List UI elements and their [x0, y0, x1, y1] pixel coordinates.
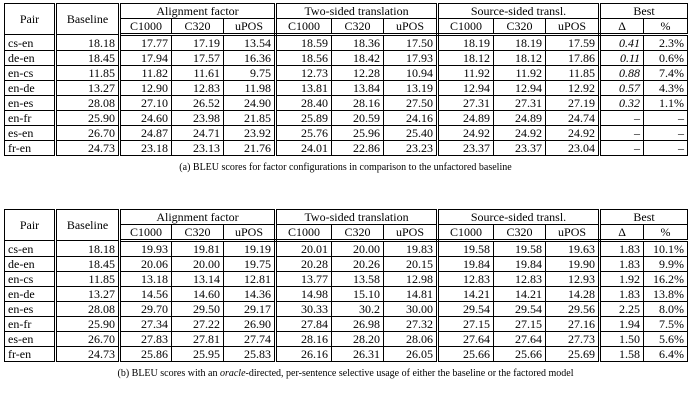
baseline-cell: 28.08 — [56, 96, 120, 111]
score-cell: 9.75 — [224, 66, 276, 81]
score-cell: 22.86 — [332, 141, 384, 156]
subheader-2: uPOS — [224, 19, 276, 35]
subheader-8: uPOS — [546, 19, 600, 35]
pair-cell: en-es — [5, 302, 56, 317]
two-sided-translation-header: Two-sided translation — [276, 4, 438, 19]
subheader-3: C1000 — [276, 225, 332, 241]
score-cell: 27.15 — [494, 317, 546, 332]
score-cell: 21.76 — [224, 141, 276, 156]
score-cell: 28.16 — [276, 332, 332, 347]
best-cell: 5.6% — [644, 332, 688, 347]
score-cell: 25.69 — [546, 347, 600, 362]
score-cell: 18.12 — [494, 51, 546, 66]
score-cell: 24.92 — [546, 126, 600, 141]
baseline-header: Baseline — [56, 4, 120, 35]
subheader-3: C1000 — [276, 19, 332, 35]
subheader-10: % — [644, 225, 688, 241]
score-cell: 23.23 — [384, 141, 438, 156]
pair-header: Pair — [5, 210, 56, 241]
pair-cell: es-en — [5, 332, 56, 347]
score-cell: 17.59 — [546, 35, 600, 51]
best-header: Best — [600, 210, 688, 225]
baseline-cell: 18.45 — [56, 257, 120, 272]
baseline-cell: 25.90 — [56, 111, 120, 126]
score-cell: 19.63 — [546, 241, 600, 257]
score-cell: 17.77 — [120, 35, 172, 51]
best-cell: 13.8% — [644, 287, 688, 302]
score-cell: 12.28 — [332, 66, 384, 81]
score-cell: 24.71 — [172, 126, 224, 141]
best-cell: – — [644, 126, 688, 141]
score-cell: 18.12 — [438, 51, 494, 66]
score-cell: 15.10 — [332, 287, 384, 302]
score-cell: 11.82 — [120, 66, 172, 81]
table-row — [5, 332, 688, 347]
subheader-0: C1000 — [120, 225, 172, 241]
score-cell: 13.58 — [332, 272, 384, 287]
score-cell: 25.66 — [494, 347, 546, 362]
score-cell: 29.17 — [224, 302, 276, 317]
baseline-cell: 13.27 — [56, 287, 120, 302]
pair-cell: cs-en — [5, 35, 56, 51]
score-cell: 18.19 — [494, 35, 546, 51]
score-cell: 26.90 — [224, 317, 276, 332]
score-cell: 13.84 — [332, 81, 384, 96]
score-cell: 12.81 — [224, 272, 276, 287]
best-cell: 1.94 — [600, 317, 644, 332]
score-cell: 24.16 — [384, 111, 438, 126]
best-cell: 2.25 — [600, 302, 644, 317]
score-cell: 11.98 — [224, 81, 276, 96]
baseline-cell: 28.08 — [56, 302, 120, 317]
score-cell: 27.64 — [438, 332, 494, 347]
baseline-header: Baseline — [56, 210, 120, 241]
table-row — [5, 272, 688, 287]
best-cell: 0.57 — [600, 81, 644, 96]
score-cell: 24.92 — [494, 126, 546, 141]
score-cell: 19.81 — [172, 241, 224, 257]
score-cell: 20.01 — [276, 241, 332, 257]
score-cell: 18.19 — [438, 35, 494, 51]
score-cell: 27.74 — [224, 332, 276, 347]
score-cell: 24.74 — [546, 111, 600, 126]
score-cell: 23.92 — [224, 126, 276, 141]
baseline-cell: 25.90 — [56, 317, 120, 332]
baseline-cell: 11.85 — [56, 66, 120, 81]
score-cell: 29.56 — [546, 302, 600, 317]
score-cell: 11.92 — [494, 66, 546, 81]
subheader-10: % — [644, 19, 688, 35]
score-cell: 19.83 — [384, 241, 438, 257]
score-cell: 20.28 — [276, 257, 332, 272]
score-cell: 24.92 — [438, 126, 494, 141]
table-row — [5, 241, 688, 257]
subheader-1: C320 — [172, 225, 224, 241]
table-row — [5, 302, 688, 317]
score-cell: 21.85 — [224, 111, 276, 126]
pair-cell: en-fr — [5, 111, 56, 126]
pair-cell: en-fr — [5, 317, 56, 332]
baseline-cell: 13.27 — [56, 81, 120, 96]
best-cell: – — [644, 141, 688, 156]
source-sided-translation-header: Source-sided transl. — [438, 210, 600, 225]
table-row — [5, 66, 688, 81]
caption-b-suffix: -directed, per-sentence selective usage of either the baseline or the factored model — [245, 368, 574, 379]
score-cell: 23.13 — [172, 141, 224, 156]
score-cell: 13.14 — [172, 272, 224, 287]
score-cell: 27.32 — [384, 317, 438, 332]
score-cell: 29.50 — [172, 302, 224, 317]
score-cell: 27.73 — [546, 332, 600, 347]
table-a-caption: (a) BLEU scores for factor configurations in comparison to the unfactored baseline — [179, 162, 512, 173]
score-cell: 12.83 — [438, 272, 494, 287]
best-cell: 1.83 — [600, 257, 644, 272]
score-cell: 26.31 — [332, 347, 384, 362]
pair-cell: fr-en — [5, 347, 56, 362]
score-cell: 14.21 — [494, 287, 546, 302]
score-cell: 19.90 — [546, 257, 600, 272]
baseline-cell: 18.45 — [56, 51, 120, 66]
score-cell: 25.76 — [276, 126, 332, 141]
best-cell: 16.2% — [644, 272, 688, 287]
subheader-4: C320 — [332, 19, 384, 35]
best-cell: 1.58 — [600, 347, 644, 362]
score-cell: 27.31 — [438, 96, 494, 111]
pair-cell: en-cs — [5, 272, 56, 287]
score-cell: 11.85 — [546, 66, 600, 81]
score-cell: 30.00 — [384, 302, 438, 317]
score-cell: 12.93 — [546, 272, 600, 287]
baseline-cell: 26.70 — [56, 126, 120, 141]
score-cell: 27.81 — [172, 332, 224, 347]
two-sided-translation-header: Two-sided translation — [276, 210, 438, 225]
table-b-caption — [4, 368, 687, 380]
score-cell: 30.2 — [332, 302, 384, 317]
score-cell: 13.18 — [120, 272, 172, 287]
best-cell: 7.5% — [644, 317, 688, 332]
subheader-7: C320 — [494, 19, 546, 35]
score-cell: 12.98 — [384, 272, 438, 287]
score-cell: 13.19 — [384, 81, 438, 96]
subheader-2: uPOS — [224, 225, 276, 241]
subheader-5: uPOS — [384, 225, 438, 241]
best-cell: 0.6% — [644, 51, 688, 66]
score-cell: 13.81 — [276, 81, 332, 96]
score-cell: 28.40 — [276, 96, 332, 111]
score-cell: 14.36 — [224, 287, 276, 302]
table-row — [5, 257, 688, 272]
best-cell: – — [600, 126, 644, 141]
score-cell: 24.87 — [120, 126, 172, 141]
score-cell: 14.81 — [384, 287, 438, 302]
best-cell: 6.4% — [644, 347, 688, 362]
subheader-4: C320 — [332, 225, 384, 241]
score-cell: 11.92 — [438, 66, 494, 81]
score-cell: 27.31 — [494, 96, 546, 111]
bleu-table-factor-configurations — [4, 3, 688, 156]
pair-cell: en-de — [5, 81, 56, 96]
pair-cell: en-es — [5, 96, 56, 111]
score-cell: 25.83 — [224, 347, 276, 362]
score-cell: 10.94 — [384, 66, 438, 81]
score-cell: 20.00 — [172, 257, 224, 272]
source-sided-translation-header: Source-sided transl. — [438, 4, 600, 19]
score-cell: 25.96 — [332, 126, 384, 141]
baseline-cell: 24.73 — [56, 141, 120, 156]
subheader-9: Δ — [600, 19, 644, 35]
best-cell: 0.41 — [600, 35, 644, 51]
table-row — [5, 96, 688, 111]
score-cell: 17.57 — [172, 51, 224, 66]
score-cell: 27.16 — [546, 317, 600, 332]
subheader-9: Δ — [600, 225, 644, 241]
score-cell: 18.42 — [332, 51, 384, 66]
score-cell: 18.56 — [276, 51, 332, 66]
score-cell: 24.01 — [276, 141, 332, 156]
best-cell: 1.1% — [644, 96, 688, 111]
score-cell: 16.36 — [224, 51, 276, 66]
score-cell: 12.92 — [546, 81, 600, 96]
best-cell: – — [600, 111, 644, 126]
score-cell: 27.22 — [172, 317, 224, 332]
score-cell: 12.90 — [120, 81, 172, 96]
subheader-1: C320 — [172, 19, 224, 35]
subheader-6: C1000 — [438, 225, 494, 241]
score-cell: 12.73 — [276, 66, 332, 81]
score-cell: 23.37 — [494, 141, 546, 156]
pair-cell: es-en — [5, 126, 56, 141]
alignment-factor-header: Alignment factor — [120, 210, 276, 225]
table-row — [5, 35, 688, 51]
baseline-cell: 18.18 — [56, 35, 120, 51]
baseline-cell: 11.85 — [56, 272, 120, 287]
pair-cell: en-cs — [5, 66, 56, 81]
best-cell: 0.32 — [600, 96, 644, 111]
best-cell: 1.50 — [600, 332, 644, 347]
score-cell: 18.59 — [276, 35, 332, 51]
score-cell: 28.16 — [332, 96, 384, 111]
pair-header: Pair — [5, 4, 56, 35]
alignment-factor-header: Alignment factor — [120, 4, 276, 19]
table-row — [5, 111, 688, 126]
score-cell: 12.83 — [172, 81, 224, 96]
best-cell: 1.83 — [600, 287, 644, 302]
score-cell: 14.21 — [438, 287, 494, 302]
pair-cell: de-en — [5, 257, 56, 272]
best-cell: 8.0% — [644, 302, 688, 317]
score-cell: 20.59 — [332, 111, 384, 126]
score-cell: 13.54 — [224, 35, 276, 51]
score-cell: 27.15 — [438, 317, 494, 332]
score-cell: 27.64 — [494, 332, 546, 347]
score-cell: 26.98 — [332, 317, 384, 332]
score-cell: 19.93 — [120, 241, 172, 257]
score-cell: 18.36 — [332, 35, 384, 51]
table-row — [5, 141, 688, 156]
table-a-block — [4, 3, 687, 174]
score-cell: 23.18 — [120, 141, 172, 156]
best-cell: 2.3% — [644, 35, 688, 51]
score-cell: 29.54 — [494, 302, 546, 317]
score-cell: 20.06 — [120, 257, 172, 272]
best-cell: 0.88 — [600, 66, 644, 81]
best-cell: 9.9% — [644, 257, 688, 272]
pair-cell: fr-en — [5, 141, 56, 156]
baseline-cell: 24.73 — [56, 347, 120, 362]
score-cell: 25.86 — [120, 347, 172, 362]
score-cell: 27.34 — [120, 317, 172, 332]
score-cell: 28.06 — [384, 332, 438, 347]
table-b-block — [4, 209, 687, 380]
caption-b-prefix: (b) BLEU scores with an — [117, 368, 220, 379]
score-cell: 25.66 — [438, 347, 494, 362]
table-row — [5, 347, 688, 362]
best-cell: – — [644, 111, 688, 126]
subheader-8: uPOS — [546, 225, 600, 241]
score-cell: 12.83 — [494, 272, 546, 287]
score-cell: 25.95 — [172, 347, 224, 362]
table-row — [5, 317, 688, 332]
score-cell: 26.16 — [276, 347, 332, 362]
score-cell: 23.98 — [172, 111, 224, 126]
score-cell: 14.60 — [172, 287, 224, 302]
score-cell: 20.15 — [384, 257, 438, 272]
subheader-7: C320 — [494, 225, 546, 241]
score-cell: 19.84 — [494, 257, 546, 272]
subheader-6: C1000 — [438, 19, 494, 35]
score-cell: 24.89 — [494, 111, 546, 126]
subheader-0: C1000 — [120, 19, 172, 35]
caption-b-oracle: oracle — [219, 368, 246, 379]
best-cell: 1.83 — [600, 241, 644, 257]
score-cell: 12.94 — [438, 81, 494, 96]
score-cell: 26.52 — [172, 96, 224, 111]
score-cell: 17.19 — [172, 35, 224, 51]
score-cell: 17.93 — [384, 51, 438, 66]
score-cell: 27.83 — [120, 332, 172, 347]
score-cell: 14.56 — [120, 287, 172, 302]
score-cell: 28.20 — [332, 332, 384, 347]
score-cell: 17.94 — [120, 51, 172, 66]
score-cell: 24.89 — [438, 111, 494, 126]
score-cell: 27.50 — [384, 96, 438, 111]
pair-cell: cs-en — [5, 241, 56, 257]
best-cell: 0.11 — [600, 51, 644, 66]
pair-cell: en-de — [5, 287, 56, 302]
score-cell: 11.61 — [172, 66, 224, 81]
score-cell: 25.40 — [384, 126, 438, 141]
score-cell: 17.50 — [384, 35, 438, 51]
score-cell: 13.77 — [276, 272, 332, 287]
score-cell: 23.37 — [438, 141, 494, 156]
baseline-cell: 18.18 — [56, 241, 120, 257]
table-row — [5, 51, 688, 66]
score-cell: 25.89 — [276, 111, 332, 126]
score-cell: 14.98 — [276, 287, 332, 302]
score-cell: 29.70 — [120, 302, 172, 317]
score-cell: 19.58 — [438, 241, 494, 257]
score-cell: 24.60 — [120, 111, 172, 126]
score-cell: 27.19 — [546, 96, 600, 111]
best-cell: 1.92 — [600, 272, 644, 287]
table-row — [5, 287, 688, 302]
subheader-5: uPOS — [384, 19, 438, 35]
table-row — [5, 126, 688, 141]
score-cell: 23.04 — [546, 141, 600, 156]
score-cell: 27.10 — [120, 96, 172, 111]
best-cell: 7.4% — [644, 66, 688, 81]
best-cell: – — [600, 141, 644, 156]
score-cell: 29.54 — [438, 302, 494, 317]
score-cell: 24.90 — [224, 96, 276, 111]
score-cell: 19.58 — [494, 241, 546, 257]
score-cell: 20.26 — [332, 257, 384, 272]
score-cell: 14.28 — [546, 287, 600, 302]
pair-cell: de-en — [5, 51, 56, 66]
score-cell: 26.05 — [384, 347, 438, 362]
bleu-table-oracle-selection — [4, 209, 688, 362]
best-header: Best — [600, 4, 688, 19]
score-cell: 17.86 — [546, 51, 600, 66]
score-cell: 19.75 — [224, 257, 276, 272]
score-cell: 19.84 — [438, 257, 494, 272]
table-row — [5, 81, 688, 96]
best-cell: 10.1% — [644, 241, 688, 257]
score-cell: 20.00 — [332, 241, 384, 257]
score-cell: 30.33 — [276, 302, 332, 317]
score-cell: 19.19 — [224, 241, 276, 257]
score-cell: 27.84 — [276, 317, 332, 332]
score-cell: 12.94 — [494, 81, 546, 96]
baseline-cell: 26.70 — [56, 332, 120, 347]
best-cell: 4.3% — [644, 81, 688, 96]
